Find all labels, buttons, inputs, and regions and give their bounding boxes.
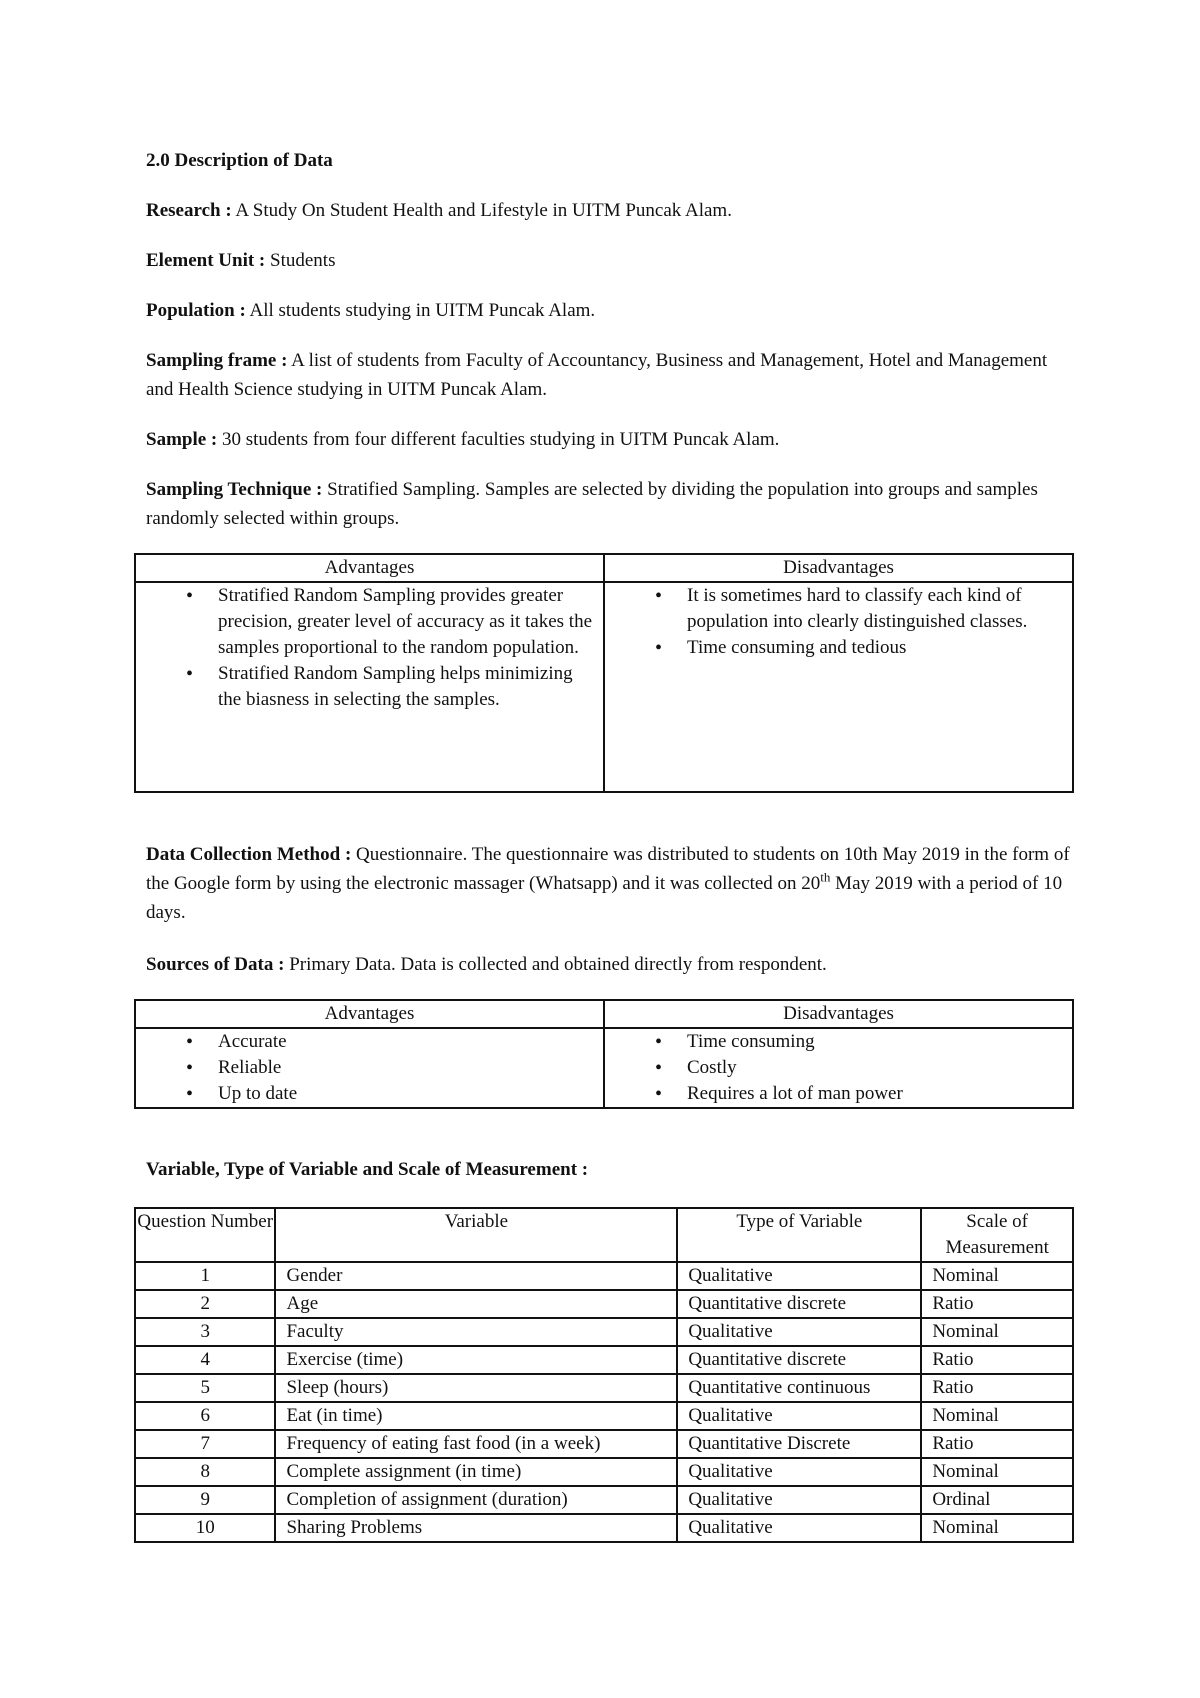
variable-cell: Complete assignment (in time) (275, 1458, 677, 1486)
element-unit-label: Element Unit : (146, 250, 266, 271)
variable-cell: Gender (275, 1262, 677, 1290)
sampling-advantages-table (134, 553, 1074, 793)
table-row (135, 1318, 1073, 1346)
sources-disadvantages-list (605, 1029, 1072, 1107)
sampling-frame-value: A list of students from Faculty of Accountancy, Business and Management, Hotel and Management and Health Science studying in UITM Puncak Alam. (146, 350, 1048, 400)
population-value: All students studying in UITM Puncak Alam. (249, 300, 596, 321)
sampling-advantages-header: Advantages (135, 554, 604, 582)
element-unit-value: Students (270, 250, 336, 271)
variables-header-row (135, 1208, 1073, 1262)
question-number-cell: 4 (135, 1346, 275, 1374)
type-cell: Quantitative Discrete (677, 1430, 921, 1458)
list-item: • It is sometimes hard to classify each kind of population into clearly distinguished classes. (687, 583, 1072, 635)
sampling-technique-value: Stratified Sampling. Samples are selected by dividing the population into groups and samples randomly selected within groups. (146, 479, 1038, 529)
research-value: A Study On Student Health and Lifestyle in UITM Puncak Alam. (235, 200, 732, 221)
type-cell: Qualitative (677, 1318, 921, 1346)
research-line (146, 196, 1076, 225)
type-cell: Quantitative discrete (677, 1346, 921, 1374)
table-row (135, 1262, 1073, 1290)
type-cell: Quantitative discrete (677, 1290, 921, 1318)
header-question-number: Question Number (135, 1208, 275, 1262)
sources-of-data-line (146, 950, 1076, 979)
sampling-advantages-list (136, 583, 603, 713)
sources-disadvantages-header: Disadvantages (604, 1000, 1073, 1028)
research-label: Research : (146, 200, 232, 221)
variable-cell: Frequency of eating fast food (in a week) (275, 1430, 677, 1458)
data-collection-label: Data Collection Method : (146, 844, 352, 865)
variable-cell: Sleep (hours) (275, 1374, 677, 1402)
scale-cell: Ratio (921, 1374, 1073, 1402)
list-item: • Time consuming (687, 1029, 1072, 1055)
sources-advantages-table (134, 999, 1074, 1109)
scale-cell: Nominal (921, 1458, 1073, 1486)
question-number-cell: 8 (135, 1458, 275, 1486)
table-row (135, 1430, 1073, 1458)
sampling-frame-line (146, 346, 1076, 404)
data-collection-value-end: May 2019 with a period of 10 days. (146, 873, 1063, 923)
question-number-cell: 6 (135, 1402, 275, 1430)
population-line (146, 296, 1076, 325)
type-cell: Qualitative (677, 1402, 921, 1430)
table-row (135, 1290, 1073, 1318)
sampling-disadvantages-list (605, 583, 1072, 661)
table-row (135, 1514, 1073, 1542)
sources-advantages-list (136, 1029, 603, 1107)
list-item: • Stratified Random Sampling helps minimizing the biasness in selecting the samples. (218, 661, 603, 713)
sources-advantages-header: Advantages (135, 1000, 604, 1028)
sample-value: 30 students from four different faculties studying in UITM Puncak Alam. (222, 429, 780, 450)
type-cell: Qualitative (677, 1458, 921, 1486)
scale-cell: Ordinal (921, 1486, 1073, 1514)
table-row (135, 1374, 1073, 1402)
question-number-cell: 2 (135, 1290, 275, 1318)
scale-cell: Nominal (921, 1318, 1073, 1346)
list-item: • Accurate (218, 1029, 603, 1055)
sampling-advantages-cell (135, 582, 604, 792)
scale-cell: Ratio (921, 1346, 1073, 1374)
sources-of-data-label: Sources of Data : (146, 954, 285, 975)
scale-cell: Ratio (921, 1290, 1073, 1318)
type-cell: Qualitative (677, 1262, 921, 1290)
table-row (135, 1486, 1073, 1514)
variable-cell: Completion of assignment (duration) (275, 1486, 677, 1514)
question-number-cell: 3 (135, 1318, 275, 1346)
question-number-cell: 10 (135, 1514, 275, 1542)
sampling-disadvantages-cell (604, 582, 1073, 792)
sources-advantages-cell (135, 1028, 604, 1108)
table-row (135, 1458, 1073, 1486)
variables-heading: Variable, Type of Variable and Scale of Measurement : (146, 1159, 589, 1180)
sources-disadvantages-cell (604, 1028, 1073, 1108)
variable-cell: Sharing Problems (275, 1514, 677, 1542)
scale-cell: Nominal (921, 1262, 1073, 1290)
table-row (135, 1346, 1073, 1374)
table-row (135, 1402, 1073, 1430)
sample-label: Sample : (146, 429, 218, 450)
list-item: • Up to date (218, 1081, 603, 1107)
list-item: • Stratified Random Sampling provides greater precision, greater level of accuracy as it takes the samples proportional to the random population. (218, 583, 603, 661)
element-unit-line (146, 246, 1076, 275)
variable-cell: Faculty (275, 1318, 677, 1346)
sample-line (146, 425, 1076, 454)
sampling-technique-label: Sampling Technique : (146, 479, 323, 500)
list-item: • Reliable (218, 1055, 603, 1081)
question-number-cell: 1 (135, 1262, 275, 1290)
sampling-frame-label: Sampling frame : (146, 350, 288, 371)
variable-cell: Eat (in time) (275, 1402, 677, 1430)
sources-of-data-value: Primary Data. Data is collected and obtained directly from respondent. (289, 954, 827, 975)
header-type-of-variable: Type of Variable (677, 1208, 921, 1262)
list-item: • Costly (687, 1055, 1072, 1081)
header-scale-of-measurement: Scale of Measurement (921, 1208, 1073, 1262)
data-collection-superscript: th (820, 869, 831, 885)
type-cell: Qualitative (677, 1514, 921, 1542)
scale-cell: Nominal (921, 1402, 1073, 1430)
sampling-technique-line (146, 475, 1076, 533)
population-label: Population : (146, 300, 246, 321)
section-title: 2.0 Description of Data (146, 150, 333, 171)
scale-cell: Ratio (921, 1430, 1073, 1458)
data-collection-value: Questionnaire. The questionnaire was distributed to students on 10th May 2019 in the form of the Google form by using the electronic massager (Whatsapp) and it was collected on 20 (146, 844, 1070, 894)
scale-cell: Nominal (921, 1514, 1073, 1542)
type-cell: Qualitative (677, 1486, 921, 1514)
list-item: • Time consuming and tedious (687, 635, 1072, 661)
variable-cell: Exercise (time) (275, 1346, 677, 1374)
list-item: • Requires a lot of man power (687, 1081, 1072, 1107)
question-number-cell: 7 (135, 1430, 275, 1458)
sampling-disadvantages-header: Disadvantages (604, 554, 1073, 582)
question-number-cell: 5 (135, 1374, 275, 1402)
data-collection-line (146, 840, 1076, 927)
type-cell: Quantitative continuous (677, 1374, 921, 1402)
variables-table (134, 1207, 1074, 1543)
header-variable: Variable (275, 1208, 677, 1262)
variable-cell: Age (275, 1290, 677, 1318)
question-number-cell: 9 (135, 1486, 275, 1514)
